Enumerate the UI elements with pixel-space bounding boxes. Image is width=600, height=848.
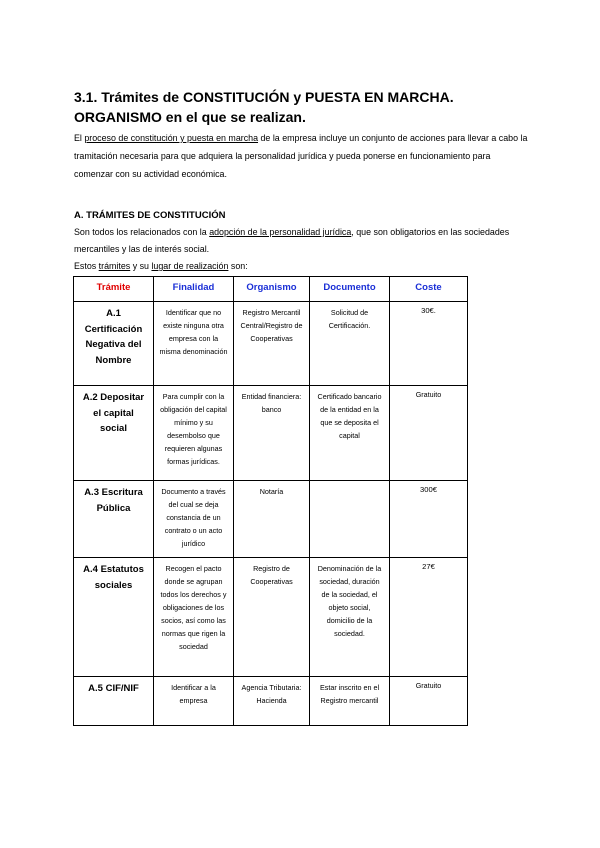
p2-post: son: — [228, 261, 248, 271]
p1-pre: Son todos los relacionados con la — [74, 227, 210, 237]
table-row — [74, 558, 468, 677]
p1-underlined-term: adopción de la personalidad jurídica — [209, 227, 352, 237]
section-paragraph-1 — [74, 224, 530, 258]
cell-tramite: A.2 Depositar el capital social — [74, 386, 154, 481]
cell-organismo: Notaría — [234, 481, 310, 558]
cell-documento: Certificado bancario de la entidad en la que se deposita el capital — [310, 386, 390, 481]
cell-coste: 30€. — [390, 302, 468, 386]
cell-documento — [310, 481, 390, 558]
intro-paragraph — [74, 129, 530, 183]
table-header-row — [74, 277, 468, 302]
cell-documento: Estar inscrito en el Registro mercantil — [310, 677, 390, 726]
cell-coste: Gratuito — [390, 677, 468, 726]
intro-underlined-term: proceso de constitución y puesta en marcha — [84, 133, 259, 143]
header-documento: Documento — [310, 277, 390, 302]
table-row — [74, 386, 468, 481]
section-paragraph-2 — [74, 258, 530, 275]
p2-pre: Estos — [74, 261, 99, 271]
p2-underlined-term-2: lugar de realización — [151, 261, 229, 271]
section-text — [74, 224, 530, 275]
cell-tramite: A.4 Estatutos sociales — [74, 558, 154, 677]
cell-organismo: Entidad financiera: banco — [234, 386, 310, 481]
cell-organismo: Registro Mercantil Central/Registro de Cooperativas — [234, 302, 310, 386]
header-tramite: Trámite — [74, 277, 154, 302]
cell-organismo: Agencia Tributaria: Hacienda — [234, 677, 310, 726]
page-title: 3.1. Trámites de CONSTITUCIÓN y PUESTA EN MARCHA. ORGANISMO en el que se realizan. — [74, 89, 454, 125]
cell-finalidad: Documento a través del cual se deja constancia de un contrato o un acto jurídico — [154, 481, 234, 558]
intro-pre: El — [74, 133, 85, 143]
header-coste: Coste — [390, 277, 468, 302]
table-row — [74, 302, 468, 386]
p1-post: , que son obligatorios en las sociedades mercantiles y las de interés social. — [74, 227, 510, 254]
table-row — [74, 481, 468, 558]
section-heading: A. TRÁMITES DE CONSTITUCIÓN — [74, 210, 226, 221]
cell-finalidad: Para cumplir con la obligación del capital mínimo y su desembolso que requieren algunas formas jurídicas. — [154, 386, 234, 481]
cell-finalidad: Recogen el pacto donde se agrupan todos los derechos y obligaciones de los socios, así como las normas que rigen la sociedad — [154, 558, 234, 677]
tramites-table — [73, 276, 468, 726]
cell-organismo: Registro de Cooperativas — [234, 558, 310, 677]
cell-tramite: A.1 Certificación Negativa del Nombre — [74, 302, 154, 386]
cell-documento: Solicitud de Certificación. — [310, 302, 390, 386]
cell-coste: Gratuito — [390, 386, 468, 481]
table-row — [74, 677, 468, 726]
cell-tramite: A.3 Escritura Pública — [74, 481, 154, 558]
p2-mid: y su — [130, 261, 152, 271]
intro-post: de la empresa incluye un conjunto de acciones para llevar a cabo la tramitación necesaria para que adquiera la personalidad jurídica y pueda ponerse en funcionamiento para comenzar con su actividad económica. — [74, 133, 528, 179]
p2-underlined-term-1: trámites — [98, 261, 131, 271]
cell-coste: 300€ — [390, 481, 468, 558]
header-organismo: Organismo — [234, 277, 310, 302]
cell-documento: Denominación de la sociedad, duración de la sociedad, el objeto social, domicilio de la sociedad. — [310, 558, 390, 677]
cell-finalidad: Identificar que no existe ninguna otra empresa con la misma denominación — [154, 302, 234, 386]
header-finalidad: Finalidad — [154, 277, 234, 302]
cell-finalidad: Identificar a la empresa — [154, 677, 234, 726]
cell-coste: 27€ — [390, 558, 468, 677]
cell-tramite: A.5 CIF/NIF — [74, 677, 154, 726]
